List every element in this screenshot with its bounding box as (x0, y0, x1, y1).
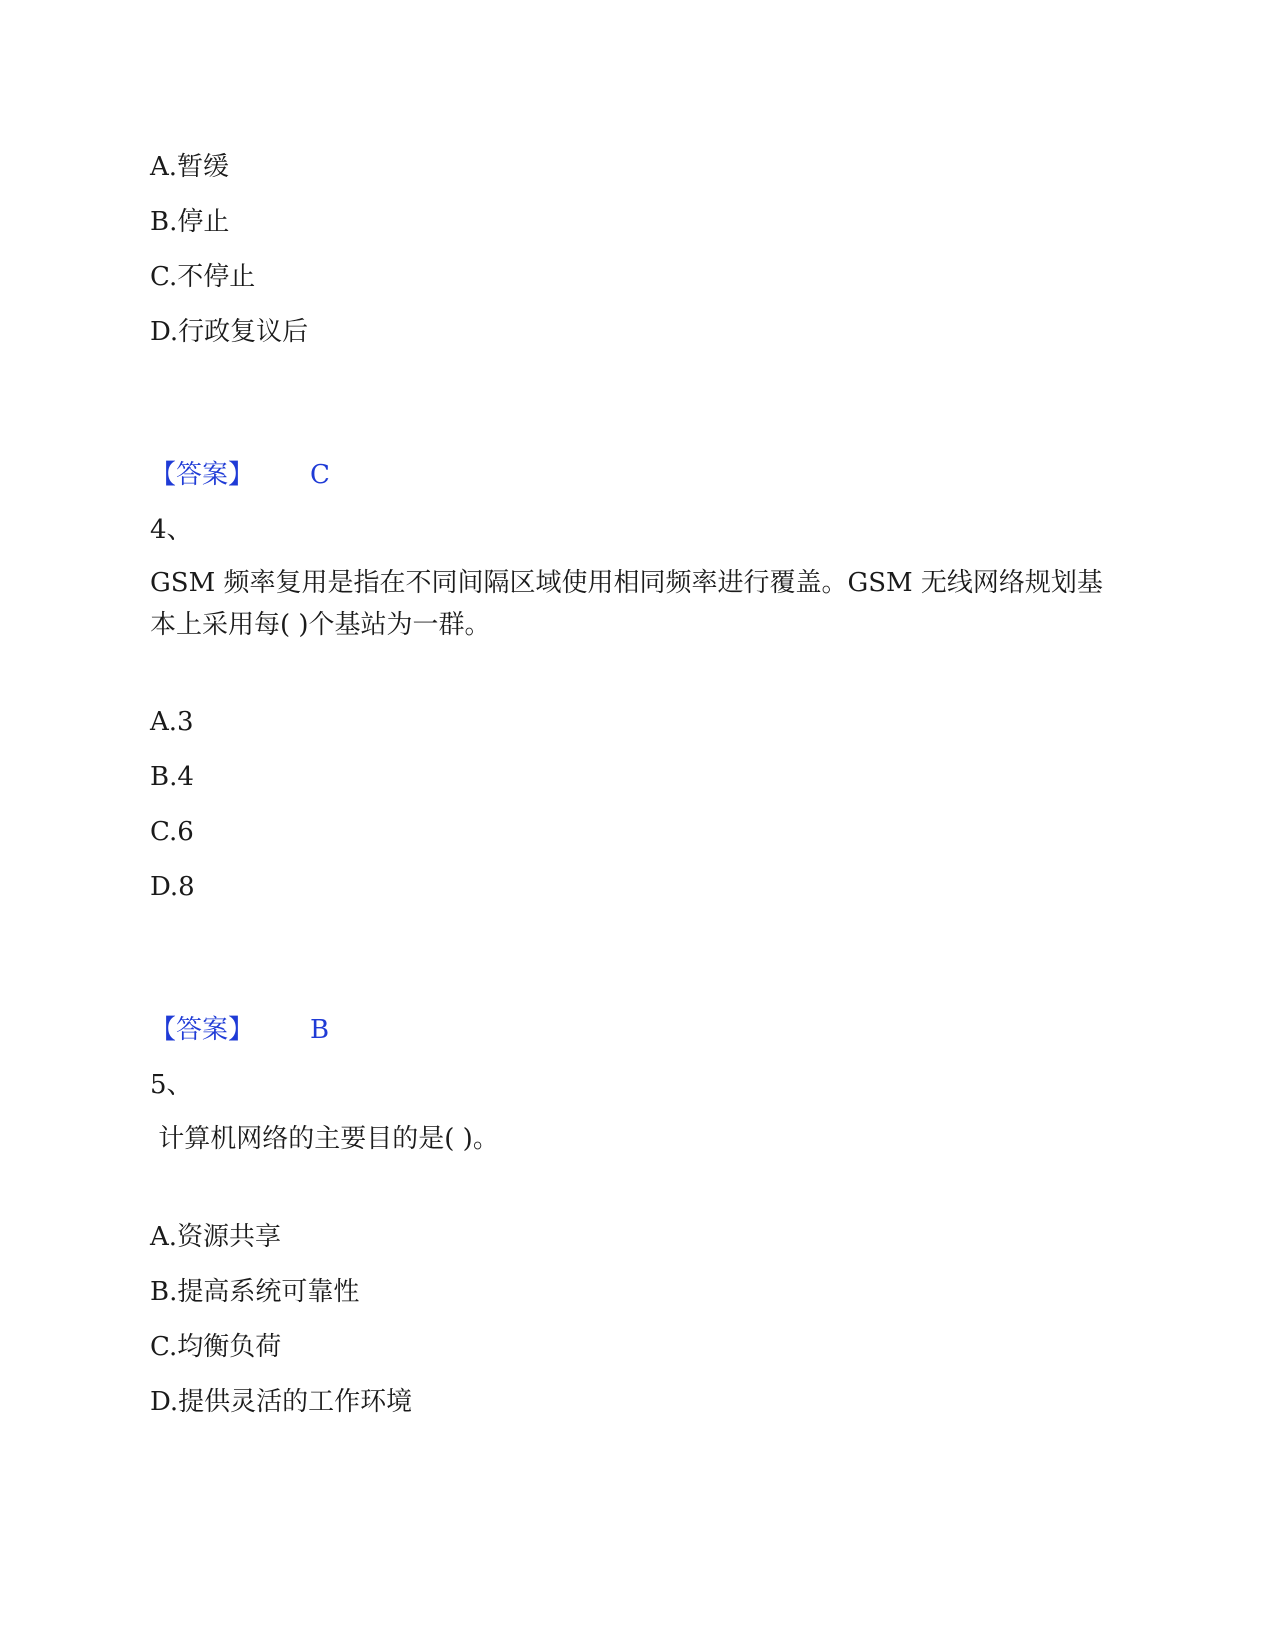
answer-value: C (310, 460, 330, 490)
q5-option-b: B.提高系统可靠性 (150, 1277, 360, 1307)
q5-option-d: D.提供灵活的工作环境 (150, 1387, 413, 1417)
q5-option-c: C.均衡负荷 (150, 1332, 282, 1362)
q3-option-d: D.行政复议后 (150, 317, 309, 347)
q3-option-a: A.暂缓 (150, 152, 230, 182)
q4-number: 4、 (150, 515, 193, 545)
q4-option-a: A.3 (150, 707, 194, 737)
q5-stem: 计算机网络的主要目的是( )。 (150, 1124, 499, 1154)
answer-label: 【答案】 (150, 1015, 255, 1045)
answer-value: B (310, 1015, 330, 1045)
q3-option-b: B.停止 (150, 207, 230, 237)
q3-answer (150, 458, 330, 492)
answer-label: 【答案】 (150, 460, 255, 490)
q4-stem: GSM 频率复用是指在不同间隔区域使用相同频率进行覆盖。GSM 无线网络规划基本上采用每( )个基站为一群。 (150, 568, 1103, 640)
q3-option-c: C.不停止 (150, 262, 256, 292)
q4-option-c: C.6 (150, 817, 194, 847)
q4-option-d: D.8 (150, 872, 195, 902)
q4-answer (150, 1013, 330, 1047)
q5-option-a: A.资源共享 (150, 1222, 282, 1252)
q5-number: 5、 (150, 1070, 193, 1100)
q4-option-b: B.4 (150, 762, 194, 792)
